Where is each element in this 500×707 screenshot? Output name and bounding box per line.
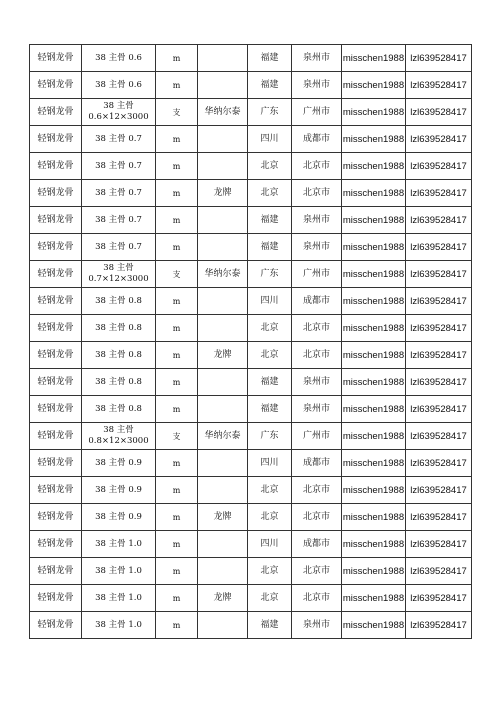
contact-cell: misschen1988 [342, 45, 406, 72]
spec-cell [82, 558, 156, 585]
brand-cell [198, 531, 248, 558]
product-cell: 轻钢龙骨 [30, 612, 82, 639]
city-cell: 泉州市 [292, 207, 342, 234]
product-cell: 轻钢龙骨 [30, 504, 82, 531]
spec-line-2: 0.7×12×3000 [88, 274, 149, 284]
spec-line-1: 38 主骨 0.9 [95, 511, 142, 522]
brand-cell [198, 45, 248, 72]
spec-cell [82, 369, 156, 396]
unit-cell: m [156, 531, 198, 558]
spec-line-1: 38 主骨 0.7 [95, 133, 142, 144]
city-cell: 泉州市 [292, 369, 342, 396]
spec-cell [82, 261, 156, 288]
contact-cell: misschen1988 [342, 531, 406, 558]
spec-line-2: 0.6×12×3000 [88, 112, 149, 122]
city-cell: 广州市 [292, 423, 342, 450]
province-cell: 福建 [248, 72, 292, 99]
spec-line-1: 38 主骨 0.8 [95, 349, 142, 360]
table-row [30, 234, 472, 261]
brand-cell [198, 396, 248, 423]
unit-cell: m [156, 72, 198, 99]
spec-cell [82, 234, 156, 261]
brand-cell [198, 315, 248, 342]
spec-line-1: 38 主骨 1.0 [95, 619, 142, 630]
spec-cell [82, 450, 156, 477]
city-cell: 成都市 [292, 531, 342, 558]
unit-cell: m [156, 558, 198, 585]
spec-cell [82, 126, 156, 153]
unit-cell: m [156, 234, 198, 261]
table-row [30, 423, 472, 450]
qq-cell: lzl639528417 [406, 288, 472, 315]
qq-cell: lzl639528417 [406, 180, 472, 207]
spec-line-1: 38 主骨 0.8 [95, 403, 142, 414]
product-cell: 轻钢龙骨 [30, 45, 82, 72]
unit-cell: m [156, 315, 198, 342]
table-row [30, 369, 472, 396]
table-row [30, 99, 472, 126]
city-cell: 广州市 [292, 99, 342, 126]
spec-line-1: 38 主骨 0.9 [95, 457, 142, 468]
qq-cell: lzl639528417 [406, 558, 472, 585]
brand-cell [198, 234, 248, 261]
qq-cell: lzl639528417 [406, 504, 472, 531]
table-row [30, 261, 472, 288]
province-cell: 四川 [248, 450, 292, 477]
spec-cell [82, 207, 156, 234]
spec-cell [82, 612, 156, 639]
product-cell: 轻钢龙骨 [30, 99, 82, 126]
spec-line-1: 38 主骨 0.7 [95, 160, 142, 171]
brand-cell: 龙牌 [198, 585, 248, 612]
spec-line-1: 38 主骨 0.7 [95, 187, 142, 198]
contact-cell: misschen1988 [342, 153, 406, 180]
price-table [29, 44, 472, 639]
spec-cell [82, 504, 156, 531]
product-cell: 轻钢龙骨 [30, 126, 82, 153]
brand-cell [198, 558, 248, 585]
contact-cell: misschen1988 [342, 288, 406, 315]
brand-cell [198, 72, 248, 99]
product-cell: 轻钢龙骨 [30, 423, 82, 450]
province-cell: 四川 [248, 531, 292, 558]
spec-line-1: 38 主骨 [103, 101, 134, 111]
spec-line-2: 0.8×12×3000 [88, 436, 149, 446]
city-cell: 广州市 [292, 261, 342, 288]
product-cell: 轻钢龙骨 [30, 396, 82, 423]
qq-cell: lzl639528417 [406, 153, 472, 180]
spec-line-1: 38 主骨 1.0 [95, 592, 142, 603]
qq-cell: lzl639528417 [406, 477, 472, 504]
contact-cell: misschen1988 [342, 261, 406, 288]
unit-cell: m [156, 477, 198, 504]
qq-cell: lzl639528417 [406, 72, 472, 99]
product-cell: 轻钢龙骨 [30, 72, 82, 99]
province-cell: 广东 [248, 261, 292, 288]
product-cell: 轻钢龙骨 [30, 342, 82, 369]
qq-cell: lzl639528417 [406, 45, 472, 72]
city-cell: 泉州市 [292, 234, 342, 261]
contact-cell: misschen1988 [342, 207, 406, 234]
province-cell: 福建 [248, 45, 292, 72]
province-cell: 福建 [248, 369, 292, 396]
qq-cell: lzl639528417 [406, 99, 472, 126]
spec-line-1: 38 主骨 [103, 263, 134, 273]
qq-cell: lzl639528417 [406, 342, 472, 369]
table-row [30, 504, 472, 531]
product-cell: 轻钢龙骨 [30, 585, 82, 612]
unit-cell: m [156, 450, 198, 477]
contact-cell: misschen1988 [342, 126, 406, 153]
spec-line-1: 38 主骨 1.0 [95, 565, 142, 576]
unit-cell: m [156, 504, 198, 531]
product-cell: 轻钢龙骨 [30, 477, 82, 504]
province-cell: 福建 [248, 396, 292, 423]
contact-cell: misschen1988 [342, 369, 406, 396]
unit-cell: m [156, 342, 198, 369]
table-row [30, 396, 472, 423]
province-cell: 北京 [248, 180, 292, 207]
table-row [30, 531, 472, 558]
unit-cell: m [156, 207, 198, 234]
city-cell: 泉州市 [292, 612, 342, 639]
city-cell: 北京市 [292, 477, 342, 504]
table-row [30, 153, 472, 180]
unit-cell: m [156, 180, 198, 207]
table-row [30, 315, 472, 342]
qq-cell: lzl639528417 [406, 423, 472, 450]
spec-cell [82, 342, 156, 369]
province-cell: 福建 [248, 207, 292, 234]
city-cell: 北京市 [292, 585, 342, 612]
product-cell: 轻钢龙骨 [30, 450, 82, 477]
contact-cell: misschen1988 [342, 342, 406, 369]
contact-cell: misschen1988 [342, 315, 406, 342]
contact-cell: misschen1988 [342, 558, 406, 585]
spec-cell [82, 288, 156, 315]
product-cell: 轻钢龙骨 [30, 234, 82, 261]
contact-cell: misschen1988 [342, 504, 406, 531]
table-row [30, 450, 472, 477]
brand-cell [198, 477, 248, 504]
qq-cell: lzl639528417 [406, 126, 472, 153]
contact-cell: misschen1988 [342, 234, 406, 261]
unit-cell: m [156, 612, 198, 639]
spec-line-1: 38 主骨 0.7 [95, 241, 142, 252]
spec-line-1: 38 主骨 0.9 [95, 484, 142, 495]
city-cell: 泉州市 [292, 72, 342, 99]
table-row [30, 207, 472, 234]
province-cell: 北京 [248, 558, 292, 585]
brand-cell [198, 207, 248, 234]
spec-line-1: 38 主骨 0.8 [95, 376, 142, 387]
brand-cell: 龙牌 [198, 342, 248, 369]
unit-cell: m [156, 396, 198, 423]
table-row [30, 342, 472, 369]
unit-cell: m [156, 126, 198, 153]
brand-cell: 龙牌 [198, 180, 248, 207]
brand-cell [198, 450, 248, 477]
qq-cell: lzl639528417 [406, 315, 472, 342]
table-row [30, 585, 472, 612]
contact-cell: misschen1988 [342, 477, 406, 504]
product-cell: 轻钢龙骨 [30, 531, 82, 558]
city-cell: 北京市 [292, 153, 342, 180]
province-cell: 北京 [248, 504, 292, 531]
city-cell: 北京市 [292, 315, 342, 342]
spec-cell [82, 45, 156, 72]
contact-cell: misschen1988 [342, 612, 406, 639]
city-cell: 泉州市 [292, 45, 342, 72]
contact-cell: misschen1988 [342, 99, 406, 126]
city-cell: 北京市 [292, 504, 342, 531]
province-cell: 北京 [248, 477, 292, 504]
province-cell: 四川 [248, 126, 292, 153]
spec-cell [82, 153, 156, 180]
unit-cell: m [156, 45, 198, 72]
city-cell: 北京市 [292, 342, 342, 369]
province-cell: 北京 [248, 342, 292, 369]
contact-cell: misschen1988 [342, 585, 406, 612]
unit-cell: m [156, 153, 198, 180]
table-row [30, 477, 472, 504]
spec-cell [82, 531, 156, 558]
unit-cell: m [156, 288, 198, 315]
product-cell: 轻钢龙骨 [30, 558, 82, 585]
product-cell: 轻钢龙骨 [30, 207, 82, 234]
province-cell: 北京 [248, 315, 292, 342]
unit-cell: 支 [156, 261, 198, 288]
product-cell: 轻钢龙骨 [30, 315, 82, 342]
unit-cell: m [156, 585, 198, 612]
brand-cell: 华纳尔泰 [198, 99, 248, 126]
brand-cell: 华纳尔泰 [198, 261, 248, 288]
brand-cell [198, 369, 248, 396]
spec-cell [82, 585, 156, 612]
city-cell: 成都市 [292, 450, 342, 477]
qq-cell: lzl639528417 [406, 612, 472, 639]
spec-cell [82, 180, 156, 207]
spec-line-1: 38 主骨 0.7 [95, 214, 142, 225]
unit-cell: m [156, 369, 198, 396]
spec-line-1: 38 主骨 0.8 [95, 295, 142, 306]
table-row [30, 72, 472, 99]
product-cell: 轻钢龙骨 [30, 153, 82, 180]
spec-cell [82, 477, 156, 504]
contact-cell: misschen1988 [342, 423, 406, 450]
brand-cell [198, 126, 248, 153]
qq-cell: lzl639528417 [406, 207, 472, 234]
unit-cell: 支 [156, 423, 198, 450]
city-cell: 成都市 [292, 288, 342, 315]
qq-cell: lzl639528417 [406, 234, 472, 261]
unit-cell: 支 [156, 99, 198, 126]
province-cell: 四川 [248, 288, 292, 315]
province-cell: 北京 [248, 153, 292, 180]
table-row [30, 288, 472, 315]
province-cell: 广东 [248, 423, 292, 450]
qq-cell: lzl639528417 [406, 531, 472, 558]
brand-cell [198, 288, 248, 315]
brand-cell [198, 612, 248, 639]
spec-line-1: 38 主骨 0.8 [95, 322, 142, 333]
product-cell: 轻钢龙骨 [30, 261, 82, 288]
spec-cell [82, 315, 156, 342]
qq-cell: lzl639528417 [406, 450, 472, 477]
city-cell: 泉州市 [292, 396, 342, 423]
city-cell: 成都市 [292, 126, 342, 153]
qq-cell: lzl639528417 [406, 261, 472, 288]
province-cell: 福建 [248, 234, 292, 261]
contact-cell: misschen1988 [342, 450, 406, 477]
qq-cell: lzl639528417 [406, 369, 472, 396]
table-body [30, 45, 472, 639]
qq-cell: lzl639528417 [406, 396, 472, 423]
spec-line-1: 38 主骨 1.0 [95, 538, 142, 549]
table-row [30, 126, 472, 153]
province-cell: 广东 [248, 99, 292, 126]
table-row [30, 180, 472, 207]
brand-cell [198, 153, 248, 180]
table-row [30, 558, 472, 585]
spec-line-1: 38 主骨 [103, 425, 134, 435]
city-cell: 北京市 [292, 558, 342, 585]
qq-cell: lzl639528417 [406, 585, 472, 612]
brand-cell: 龙牌 [198, 504, 248, 531]
contact-cell: misschen1988 [342, 180, 406, 207]
brand-cell: 华纳尔泰 [198, 423, 248, 450]
spec-cell [82, 72, 156, 99]
product-cell: 轻钢龙骨 [30, 369, 82, 396]
table-row [30, 612, 472, 639]
spec-cell [82, 423, 156, 450]
spec-cell [82, 99, 156, 126]
contact-cell: misschen1988 [342, 396, 406, 423]
spec-line-1: 38 主骨 0.6 [95, 79, 142, 90]
contact-cell: misschen1988 [342, 72, 406, 99]
spec-line-1: 38 主骨 0.6 [95, 52, 142, 63]
product-cell: 轻钢龙骨 [30, 180, 82, 207]
city-cell: 北京市 [292, 180, 342, 207]
table-row [30, 45, 472, 72]
spec-cell [82, 396, 156, 423]
product-cell: 轻钢龙骨 [30, 288, 82, 315]
province-cell: 北京 [248, 585, 292, 612]
province-cell: 福建 [248, 612, 292, 639]
